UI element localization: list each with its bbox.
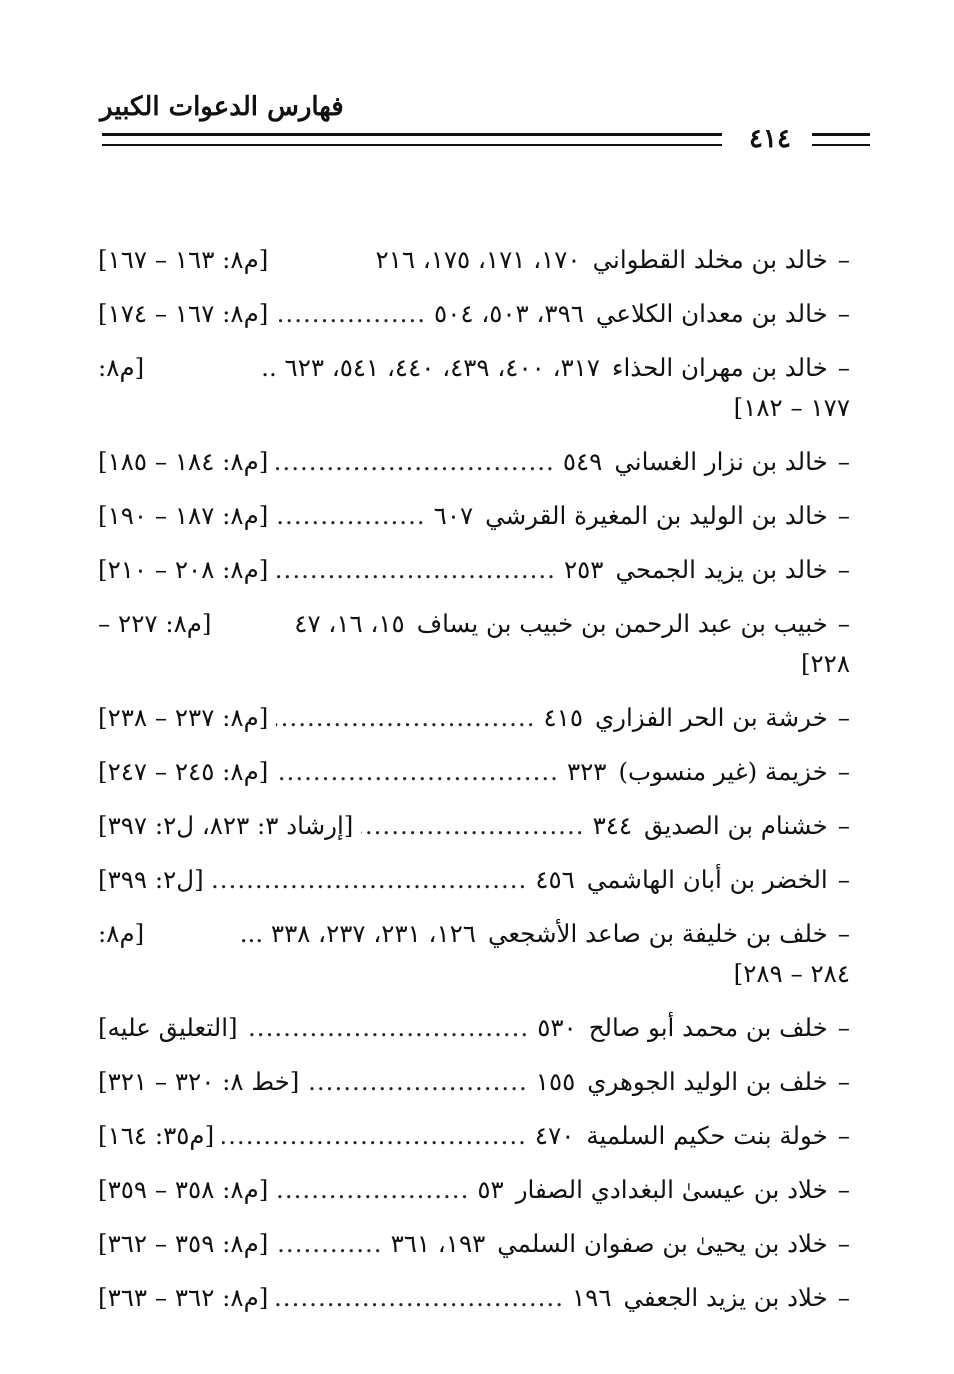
entry-name: الخضر بن أبان الهاشمي (586, 865, 828, 894)
index-entry (98, 860, 850, 900)
entry-page-refs: ١٧٠، ١٧١، ١٧٥، ٢١٦ (375, 245, 581, 274)
entry-name: خالد بن مخلد القطواني (592, 245, 828, 274)
entry-dash: – (837, 501, 850, 530)
index-entry (98, 1008, 850, 1048)
entry-source-ref: [إرشاد ٣: ٨٢٣، ل٢: ٣٩٧] (98, 811, 354, 840)
index-entry (98, 914, 850, 994)
entry-source-ref: [م٨: ١٨٧ – ١٩٠] (98, 501, 269, 530)
entry-source-ref: [م٨: ١٦٣ – ١٦٧] (98, 245, 269, 274)
entry-line (98, 806, 850, 846)
entry-source-ref: [م٨: ٣٦٢ – ٣٦٣] (98, 1283, 269, 1312)
header-rule-short (812, 133, 870, 146)
entry-source-ref: [التعليق عليه] (98, 1013, 238, 1042)
entry-line (98, 348, 850, 388)
entry-source-ref: [م٨: ٢٠٨ – ٢١٠] (98, 555, 269, 584)
entry-dash: – (837, 1013, 850, 1042)
index-entry (98, 294, 850, 334)
entry-line (98, 442, 850, 482)
entry-line (98, 1116, 850, 1156)
entry-dash: – (837, 1067, 850, 1096)
entry-source-ref: [م٨: ٣٥٨ – ٣٥٩] (98, 1175, 269, 1204)
entry-page-refs: ١٥، ١٦، ٤٧ (294, 609, 405, 638)
entry-continuation: ٢٨٤ – ٢٨٩] (733, 959, 850, 988)
entry-page-refs: ٥٣ (477, 1175, 504, 1204)
entry-name: خلف بن الوليد الجوهري (587, 1067, 828, 1096)
entry-dash: – (837, 555, 850, 584)
entry-dash: – (837, 865, 850, 894)
index-entry (98, 496, 850, 536)
dot-leader (222, 1116, 527, 1156)
entry-name: خالد بن الوليد بن المغيرة القرشي (485, 501, 828, 530)
entry-dash: – (837, 1175, 850, 1204)
entry-name: خلف بن محمد أبو صالح (588, 1013, 828, 1042)
index-entry (98, 1278, 850, 1318)
entry-dash: – (837, 1121, 850, 1150)
dot-leader (276, 442, 555, 482)
entry-page-refs: ٤٥٦ (535, 865, 575, 894)
entry-page-refs: ٥٣٠ (537, 1013, 577, 1042)
dot-leader (246, 1008, 530, 1048)
dot-leader (276, 294, 426, 334)
entry-name: خشنام بن الصديق (644, 811, 828, 840)
entry-name: خلاد بن يزيد الجعفي (623, 1283, 828, 1312)
entry-page-refs: ١٩٣، ٣٦١ (390, 1229, 486, 1258)
entry-dash: – (837, 1283, 850, 1312)
entry-page-refs: ١٥٥ (535, 1067, 576, 1096)
running-title: فهارس الدعوات الكبير (100, 92, 344, 122)
entry-name: خلاد بن يحيىٰ بن صفوان السلمي (497, 1229, 828, 1258)
dot-leader (276, 550, 556, 590)
entry-line (98, 860, 850, 900)
entry-line (98, 698, 850, 738)
entry-page-refs: ٣٩٦، ٥٠٣، ٥٠٤ (434, 299, 584, 328)
index-entry (98, 604, 850, 684)
entry-name: خزيمة (غير منسوب) (618, 757, 828, 786)
entry-dash: – (837, 703, 850, 732)
dot-leader (276, 752, 559, 792)
entry-page-refs: ٣٤٤ (592, 811, 633, 840)
entry-line (98, 1170, 850, 1210)
index-entry (98, 442, 850, 482)
dot-leader (276, 496, 425, 536)
entry-name: خالد بن مهران الحذاء (611, 353, 828, 382)
entry-source-ref: [م٨: ٢٤٥ – ٢٤٧] (98, 757, 269, 786)
index-entry (98, 550, 850, 590)
header-rule (102, 133, 722, 146)
entry-dash: – (837, 609, 850, 638)
entry-page-refs: ٢٥٣ (563, 555, 604, 584)
entry-dash: – (837, 757, 850, 786)
entry-name: خبيب بن عبد الرحمن بن خبيب بن يساف (416, 609, 828, 638)
entry-name: خالد بن يزيد الجمحي (615, 555, 828, 584)
entry-line (98, 1224, 850, 1264)
entry-dash: – (837, 1229, 850, 1258)
entry-source-ref: [ل٢: ٣٩٩] (98, 865, 204, 894)
entry-name: خلاد بن عيسىٰ البغدادي الصفار (515, 1175, 828, 1204)
entry-source-ref: [م٨: ٢٢٧ – (98, 609, 212, 638)
entry-page-refs: ٦٠٧ (433, 501, 474, 530)
index-entry (98, 1062, 850, 1102)
entry-dash: – (837, 811, 850, 840)
entry-line (98, 496, 850, 536)
entry-page-refs: ٥٤٩ (562, 447, 603, 476)
entry-name: خرشة بن الحر الفزاري (594, 703, 828, 732)
dot-leader (276, 1278, 564, 1318)
entry-line (98, 752, 850, 792)
entry-page-refs: ١٩٦ (572, 1283, 612, 1312)
entry-name: خولة بنت حكيم السلمية (586, 1121, 828, 1150)
entry-dash: – (837, 299, 850, 328)
entry-source-ref: [م٨: (98, 353, 145, 382)
dot-leader (276, 1224, 382, 1264)
index-entries (98, 240, 850, 1332)
dot-leader (276, 698, 535, 738)
entry-page-refs: ١٢٦، ٢٣١، ٢٣٧، ٣٣٨ ... (239, 919, 476, 948)
entry-source-ref: [م٨: ١٦٧ – ١٧٤] (98, 299, 269, 328)
entry-name: خالد بن معدان الكلاعي (595, 299, 828, 328)
entry-line (98, 1278, 850, 1318)
entry-dash: – (837, 447, 850, 476)
entry-page-refs: ٣٢٣ (566, 757, 607, 786)
entry-line (98, 1008, 850, 1048)
index-entry (98, 1170, 850, 1210)
index-entry (98, 1116, 850, 1156)
dot-leader (307, 1062, 527, 1102)
entry-source-ref: [م٨: ٢٣٧ – ٢٣٨] (98, 703, 269, 732)
index-entry (98, 1224, 850, 1264)
index-entry (98, 348, 850, 428)
entry-continuation: ٢٢٨] (800, 649, 850, 678)
dot-leader (361, 806, 584, 846)
index-entry (98, 806, 850, 846)
entry-dash: – (837, 353, 850, 382)
entry-name: خلف بن خليفة بن صاعد الأشجعي (487, 919, 828, 948)
dot-leader (276, 1170, 469, 1210)
entry-source-ref: [م٣٥: ١٦٤] (98, 1121, 215, 1150)
entry-line (98, 604, 850, 644)
dot-leader (212, 860, 528, 900)
entry-line (98, 294, 850, 334)
entry-name: خالد بن نزار الغساني (614, 447, 828, 476)
entry-line (98, 550, 850, 590)
entry-page-refs: ٤٧٠ (534, 1121, 575, 1150)
entry-source-ref: [م٨: ١٨٤ – ١٨٥] (98, 447, 269, 476)
entry-line (98, 240, 850, 280)
entry-line (98, 914, 850, 954)
entry-page-refs: ٣١٧، ٤٠٠، ٤٣٩، ٤٤٠، ٥٤١، ٦٢٣ .. (261, 353, 600, 382)
entry-page-refs: ٤١٥ (543, 703, 583, 732)
page-number: ٤١٤ (749, 124, 791, 154)
entry-source-ref: [م٨: ٣٥٩ – ٣٦٢] (98, 1229, 269, 1258)
entry-dash: – (837, 919, 850, 948)
entry-dash: – (837, 245, 850, 274)
entry-source-ref: [م٨: (98, 919, 145, 948)
index-entry (98, 752, 850, 792)
entry-source-ref: [خط ٨: ٣٢٠ – ٣٢١] (98, 1067, 300, 1096)
entry-continuation: ١٧٧ – ١٨٢] (733, 393, 850, 422)
entry-line (98, 1062, 850, 1102)
index-entry (98, 698, 850, 738)
index-entry (98, 240, 850, 280)
